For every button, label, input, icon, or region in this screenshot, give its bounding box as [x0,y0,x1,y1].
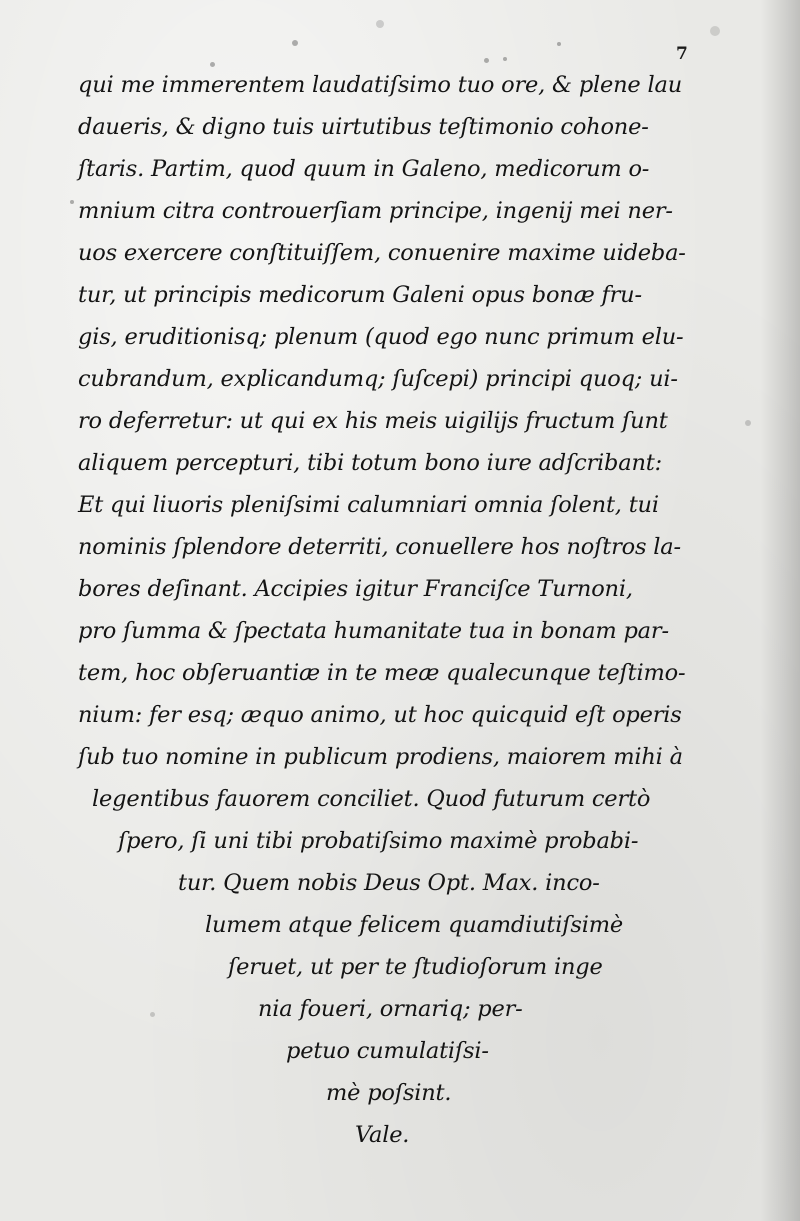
text-line: Et qui liuoris pleniſsimi calumniari omnia ſolent, tui [78,492,659,518]
text-line: tur, ut principis medicorum Galeni opus bonæ fru- [78,282,642,308]
text-line: petuo cumulatiſsi- [286,1038,489,1064]
text-line: gis, eruditionisq; plenum (quod ego nunc primum elu- [78,324,684,350]
text-line: mnium citra controuerſiam principe, ingenij mei ner- [78,198,673,224]
text-line: mè poſsint. [326,1080,452,1106]
text-line: nia foueri, ornariq; per- [258,996,523,1022]
text-line: pro ſumma & ſpectata humanitate tua in bonam par- [78,618,669,644]
text-line: ſub tuo nomine in publicum prodiens, maiorem mihi à [78,744,683,770]
page-number: 7 [676,44,688,64]
text-line: nium: fer esq; æquo animo, ut hoc quicquid eſt operis [78,702,682,728]
ink-spot [210,62,215,67]
ink-spot [745,420,751,426]
text-line: cubrandum, explicandumq; ſuſcepi) principi quoq; ui- [78,366,678,392]
ink-spot [484,58,489,63]
ink-spot [557,42,561,46]
text-line: lumem atque felicem quamdiutiſsimè [205,912,623,938]
text-line: daueris, & digno tuis uirtutibus teſtimonio cohone- [78,114,649,140]
text-line: ro deferretur: ut qui ex his meis uigilijs fructum ſunt [78,408,668,434]
page-edge-shadow [760,0,800,1221]
ink-spot [292,40,298,46]
text-line: nominis ſplendore deterriti, conuellere hos noſtros la- [78,534,681,560]
text-line: tur. Quem nobis Deus Opt. Max. inco- [178,870,600,896]
ink-spot [376,20,384,28]
ink-spot [503,57,507,61]
text-line: qui me immerentem laudatiſsimo tuo ore, & plene lau [78,72,683,98]
text-line: tem, hoc obſeruantiæ in te meæ qualecunque teſtimo- [78,660,686,686]
text-line: Vale. [355,1122,410,1148]
text-line: aliquem percepturi, tibi totum bono iure adſcribant: [78,450,662,476]
ink-spot [710,26,720,36]
text-line: ſtaris. Partim, quod quum in Galeno, medicorum o- [78,156,650,182]
text-line: uos exercere conſtituiſſem, conuenire maxime uideba- [78,240,686,266]
text-line: bores deſinant. Accipies igitur Franciſce Turnoni, [78,576,633,602]
ink-spot [70,200,74,204]
ink-spot [150,1012,155,1017]
text-line: ſeruet, ut per te ſtudioſorum inge [228,954,603,980]
text-line: legentibus fauorem conciliet. Quod futurum certò [92,786,651,812]
text-line: ſpero, ſi uni tibi probatiſsimo maximè probabi- [118,828,639,854]
